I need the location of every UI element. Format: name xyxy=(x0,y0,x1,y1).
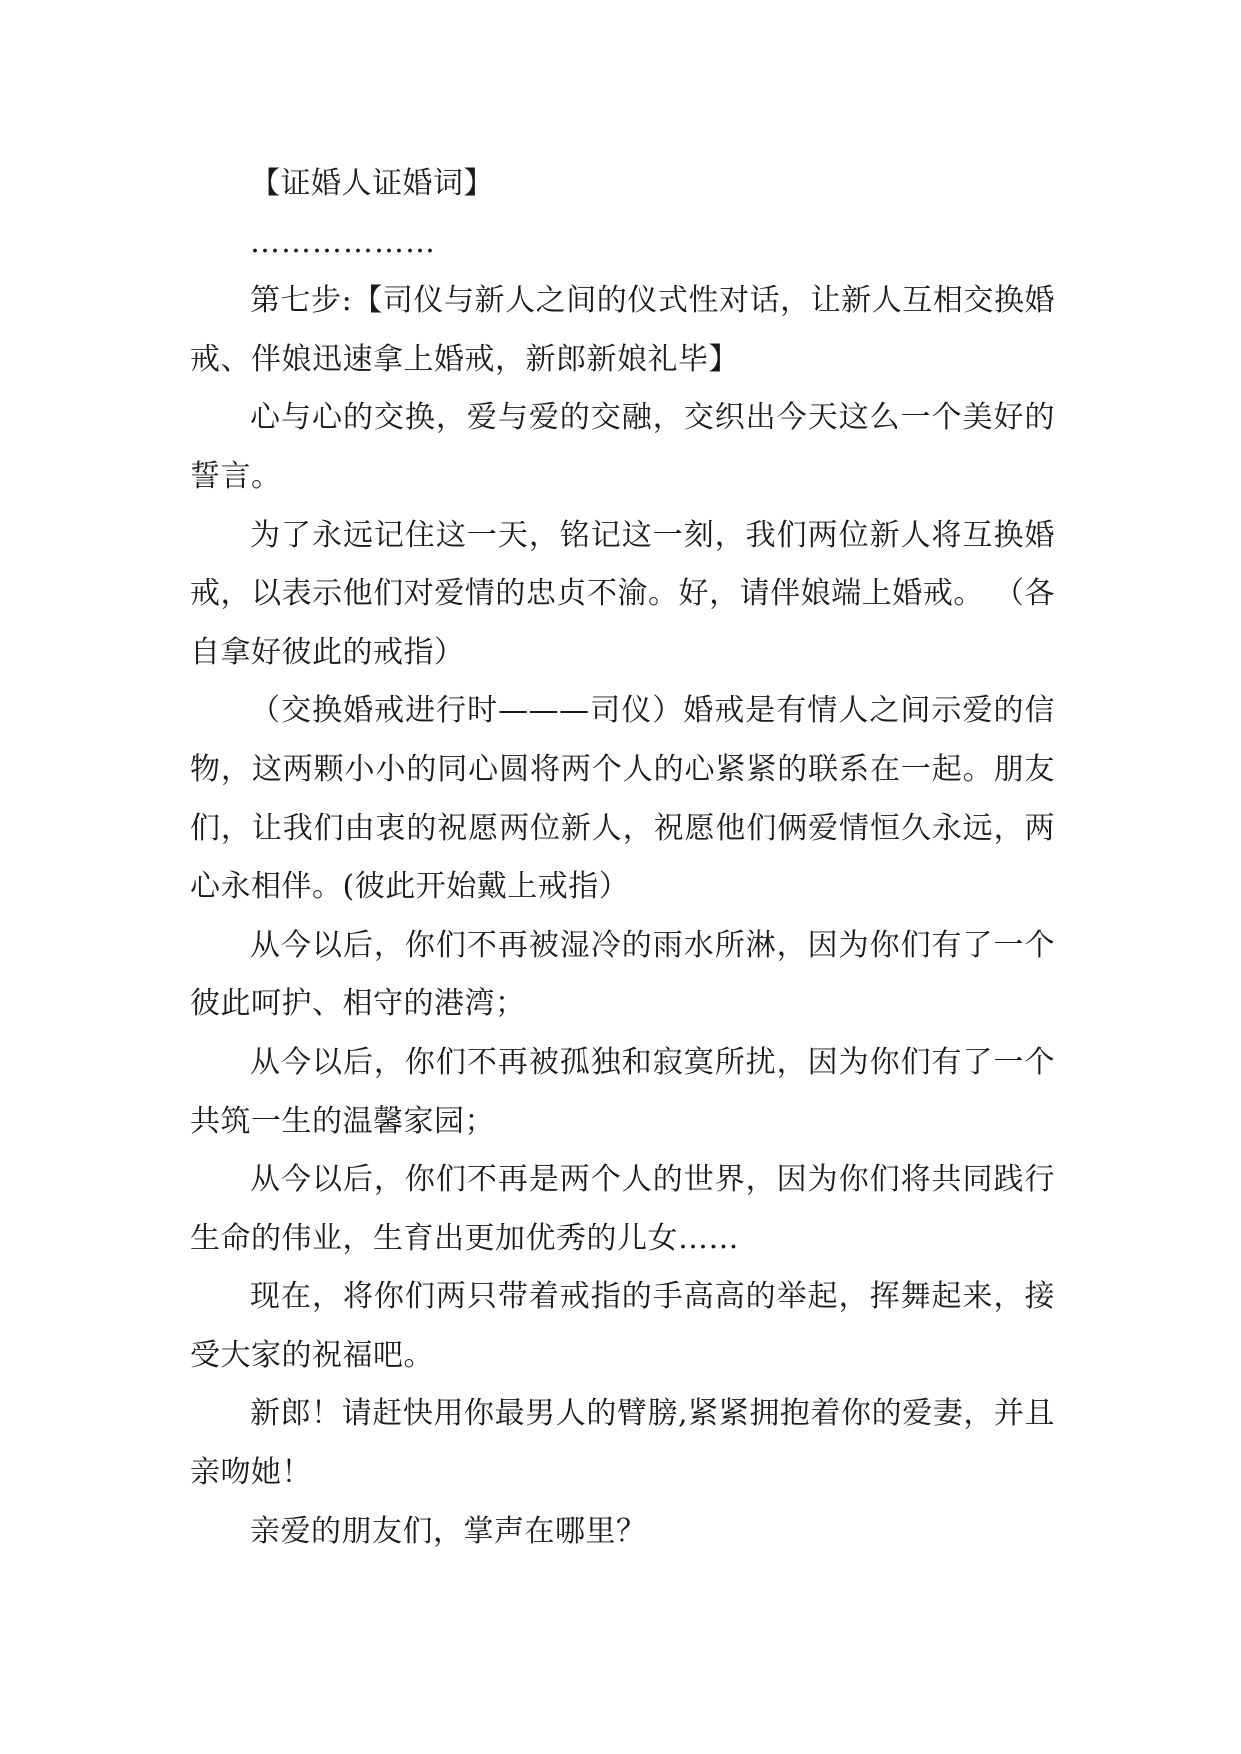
paragraph-heart-exchange: 心与心的交换，爱与爱的交融，交织出今天这么一个美好的誓言。 xyxy=(190,400,1055,494)
paragraph-applause: 亲爱的朋友们，掌声在哪里？ xyxy=(250,1513,647,1549)
paragraph-groom-embrace: 新郎！请赶快用你最男人的臂膀,紧紧拥抱着你的爱妻，并且亲吻她！ xyxy=(190,1396,1055,1491)
ellipsis-line: ……………… xyxy=(250,224,436,260)
paragraph-harbor: 从今以后，你们不再被湿冷的雨水所淋，因为你们有了一个彼此呵护、相守的港湾； xyxy=(190,927,1055,1022)
paragraph-step-seven: 第七步:【司仪与新人之间的仪式性对话，让新人互相交换婚戒、伴娘迅速拿上婚戒，新郎新娘礼毕】 xyxy=(190,283,1055,377)
paragraph-world: 从今以后，你们不再是两个人的世界，因为你们将共同践行生命的伟业，生育出更加优秀的儿女…… xyxy=(190,1162,1055,1256)
paragraph-home: 从今以后，你们不再被孤独和寂寞所扰，因为你们有了一个共筑一生的温馨家园； xyxy=(190,1044,1055,1139)
paragraph-ring-exchange: 为了永远记住这一天，铭记这一刻，我们两位新人将互换婚戒，以表示他们对爱情的忠贞不渝。好，请伴娘端上婚戒。 （各自拿好彼此的戒指） xyxy=(190,517,1055,670)
document-body xyxy=(190,155,1055,1561)
paragraph-raise-hands: 现在，将你们两只带着戒指的手高高的举起，挥舞起来，接受大家的祝福吧。 xyxy=(190,1279,1055,1373)
paragraph-ring-token: （交换婚戒进行时———司仪）婚戒是有情人之间示爱的信物，这两颗小小的同心圆将两个人的心紧紧的联系在一起。朋友们，让我们由衷的祝愿两位新人，祝愿他们俩爱情恒久永远，两心永相伴。(彼此开始戴上戒指） xyxy=(190,693,1055,905)
section-heading: 【证婚人证婚词】 xyxy=(250,166,494,201)
